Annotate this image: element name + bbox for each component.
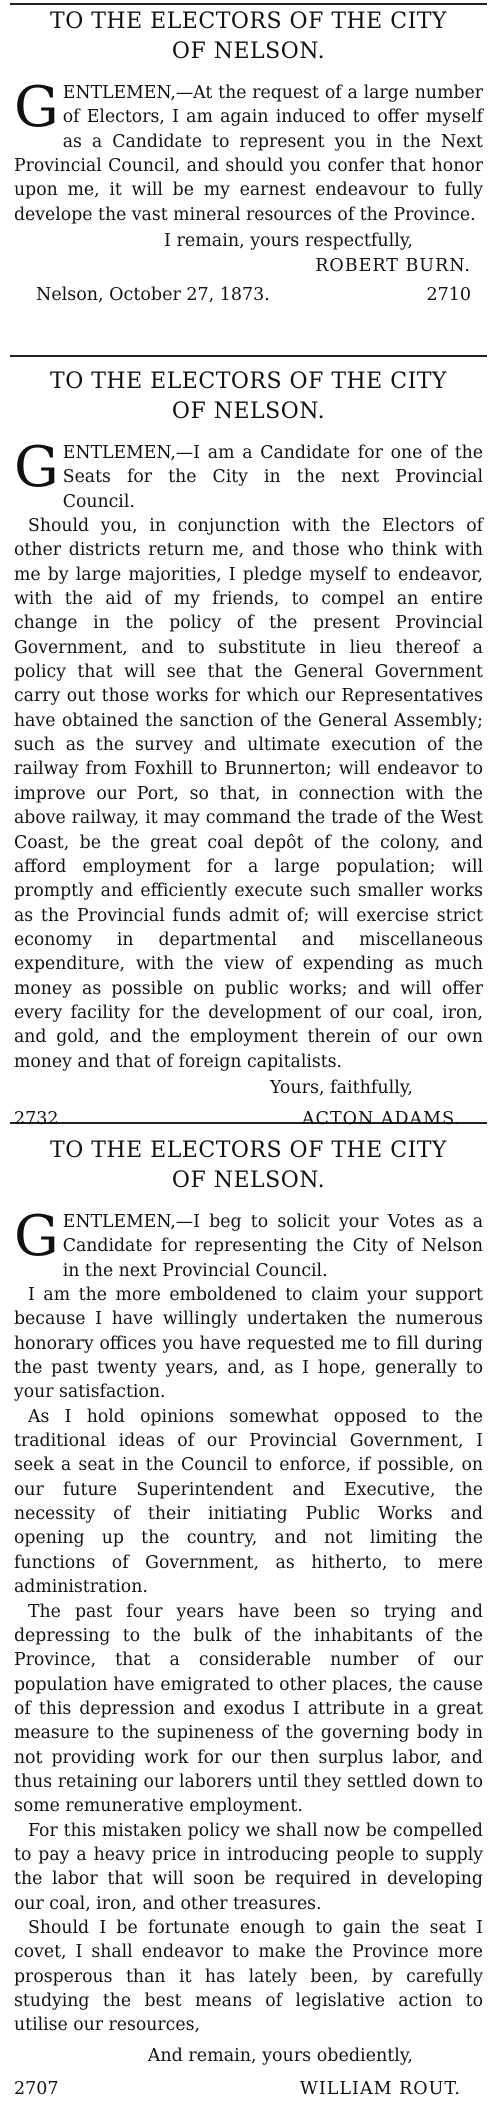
ad-paragraph: Should you, in conjunction with the Electors of other districts return me, and those who think with me by large majorities, I pledge myself to endeavor, with the aid of my friends, to compel an entire change in the policy of the present Provincial Government, and to substitute in lieu thereof a policy that will see that the General Government carry out those works for which our Representatives have obtained the sanction of the General Assembly; such as the survey and ultimate execution of the railway from Foxhill to Brunnerton; will endeavor to improve our Port, so that, in connection with the above railway, it may command the trade of the West Coast, be the great coal depôt of the colony, and afford employment for a large population; will promptly and efficiently execute such smaller works as the Provincial funds admit of; will exercise strict economy in departmental and miscellaneous expenditure, with the view of expending as much money as possible on public works; and will offer every facility for the development of our coal, iron, and gold, and the employment therein of our own money and that of foreign capitalists. bbox=[14, 516, 483, 1072]
candidate-name: WILLIAM ROUT. bbox=[299, 2078, 461, 2099]
advertisement-william-rout bbox=[14, 1136, 483, 2102]
advertisement-robert-burn bbox=[14, 7, 483, 355]
drop-cap: G bbox=[14, 75, 59, 140]
ad-reference-number: 2707 bbox=[14, 2078, 59, 2099]
ad-title-line-2: OF NELSON. bbox=[171, 39, 326, 64]
ad-paragraph: The past four years have been so trying and depressing to the bulk of the inhabitants of the Province, that a considerable number of our population have emigrated to other places, the cause of this depression and exodus I attribute in a great measure to the supineness of the governing body in not providing work for our then surplus labor, and thus retaining our laborers until they settled down to some remunerative employment. bbox=[14, 1601, 483, 1817]
newspaper-column bbox=[0, 3, 497, 2099]
drop-cap: G bbox=[14, 435, 59, 500]
ad-body bbox=[14, 1204, 483, 2038]
ad-title-line-1: TO THE ELECTORS OF THE CITY bbox=[50, 9, 447, 34]
candidate-name: ACTON ADAMS. bbox=[301, 1108, 461, 1129]
ad-closing: And remain, yours obediently, bbox=[147, 2045, 413, 2066]
ad-paragraph bbox=[14, 75, 483, 227]
ad-reference-number: 2710 bbox=[426, 285, 471, 306]
divider-rule bbox=[10, 355, 487, 357]
drop-cap: G bbox=[14, 1204, 59, 1269]
ad-first-paragraph-text: ENTLEMEN,—At the request of a large number of Electors, I am again induced to offer myself as a Candidate to represent you in the Next Provincial Council, and should you confer that honor upon me, it will be my earnest endeavour to fully develope the vast mineral resources of the Province. bbox=[14, 83, 483, 225]
ad-first-paragraph-text: ENTLEMEN,—I am a Candidate for one of the Seats for the City in the next Provincial Council. bbox=[62, 443, 483, 512]
ad-title-line-1: TO THE ELECTORS OF THE CITY bbox=[50, 369, 447, 394]
ad-reference-number: 2732 bbox=[14, 1108, 59, 1129]
ad-body bbox=[14, 75, 483, 227]
ad-paragraph: For this mistaken policy we shall now be compelled to pay a heavy price in introducing people to supply the labor that will soon be required in developing our coal, iron, and other treasures. bbox=[14, 1820, 483, 1914]
ad-title-line-2: OF NELSON. bbox=[171, 1168, 326, 1193]
candidate-name: ROBERT BURN. bbox=[315, 256, 471, 277]
ad-signature-row bbox=[14, 254, 483, 279]
ad-title bbox=[14, 367, 483, 427]
ad-closing: Yours, faithfully, bbox=[269, 1077, 413, 1098]
ad-signature-row bbox=[14, 2077, 483, 2102]
ad-paragraph bbox=[14, 1204, 483, 1283]
ad-body bbox=[14, 435, 483, 1074]
ad-title-line-1: TO THE ELECTORS OF THE CITY bbox=[50, 1138, 447, 1163]
ad-signature-row bbox=[14, 1107, 483, 1132]
ad-title bbox=[14, 1136, 483, 1196]
ad-closing: I remain, yours respectfully, bbox=[164, 231, 413, 252]
top-rule bbox=[10, 3, 487, 5]
ad-dateline: Nelson, October 27, 1873. bbox=[36, 285, 270, 306]
ad-title bbox=[14, 7, 483, 67]
ad-paragraph bbox=[14, 435, 483, 514]
advertisement-acton-adams bbox=[14, 367, 483, 1129]
ad-dateline-row bbox=[14, 283, 483, 308]
ad-paragraph: I am the more emboldened to claim your support because I have willingly undertaken the numerous honorary offices you have requested me to fill during the past twenty years, and, as I hope, generally to your satisfaction. bbox=[14, 1285, 483, 1403]
ad-paragraph: Should I be fortunate enough to gain the seat I covet, I shall endeavor to make the Province more prosperous than it has lately been, by carefully studying the best means of legislative action to utilise our resources, bbox=[14, 1917, 483, 2036]
ad-paragraph: As I hold opinions somewhat opposed to the traditional ideas of our Provincial Government, I seek a seat in the Council to enforce, if possible, on our future Superintendent and Executive, the necessity of their initiating Public Works and opening up the country, and not limiting the functions of Government, as hitherto, to mere administration. bbox=[14, 1406, 483, 1598]
ad-first-paragraph-text: ENTLEMEN,—I beg to solicit your Votes as a Candidate for representing the City of Nelson in the next Provincial Council. bbox=[62, 1212, 483, 1281]
ad-title-line-2: OF NELSON. bbox=[171, 399, 326, 424]
